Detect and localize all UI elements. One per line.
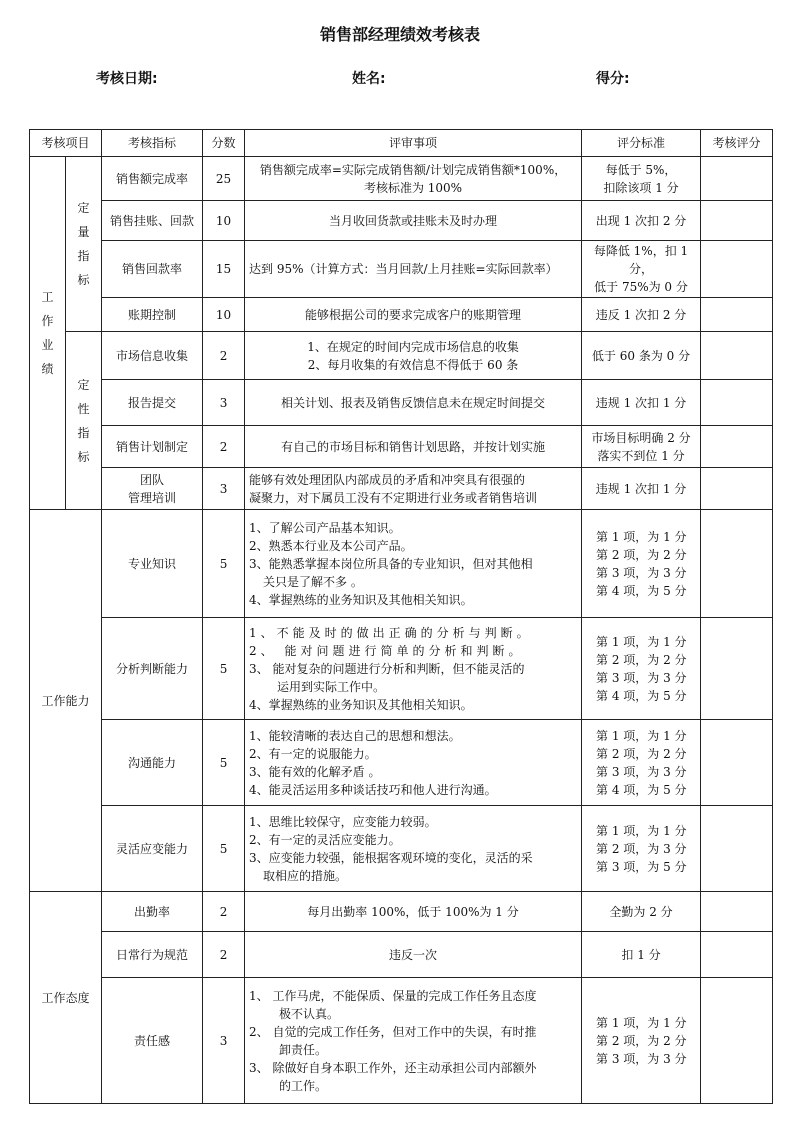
items-cell: 能够根据公司的要求完成客户的账期管理	[245, 298, 582, 332]
name-label: 姓名:	[352, 71, 386, 87]
table-row	[30, 978, 773, 1104]
items-cell: 1、能较清晰的表达自己的思想和想法。 2、有一定的说服能力。 3、能有效的化解矛盾 。 4、能灵活运用多种谈话技巧和他人进行沟通。	[245, 720, 582, 806]
table-row	[30, 157, 773, 201]
indicator-cell: 销售回款率	[102, 241, 203, 298]
score-cell: 2	[203, 426, 245, 468]
page-title: 销售部经理绩效考核表	[319, 25, 480, 44]
items-cell: 1、了解公司产品基本知识。 2、熟悉本行业及本公司产品。 3、能熟悉掌握本岗位所具备的专业知识，但对其他相 关只是了解不多 。 4、掌握熟练的业务知识及其他相关知识。	[245, 510, 582, 618]
table-row	[30, 720, 773, 806]
indicator-cell: 销售额完成率	[102, 157, 203, 201]
score-cell: 2	[203, 932, 245, 978]
standard-cell: 扣 1 分	[582, 932, 701, 978]
evaluation-cell[interactable]	[701, 806, 773, 892]
evaluation-cell[interactable]	[701, 201, 773, 241]
items-cell: 有自己的市场目标和销售计划思路，并按计划实施	[245, 426, 582, 468]
score-label: 得分:	[596, 71, 630, 87]
score-cell: 3	[203, 468, 245, 510]
date-label: 考核日期:	[96, 71, 158, 87]
table-row	[30, 332, 773, 380]
subcategory-qualitative: 定 性 指 标	[66, 332, 102, 510]
header-standard: 评分标准	[582, 130, 701, 157]
category-attitude: 工作态度	[30, 892, 102, 1104]
indicator-cell: 销售挂账、回款	[102, 201, 203, 241]
table-row	[30, 298, 773, 332]
indicator-cell: 责任感	[102, 978, 203, 1104]
standard-cell: 全勤为 2 分	[582, 892, 701, 932]
table-row	[30, 201, 773, 241]
indicator-cell: 账期控制	[102, 298, 203, 332]
standard-cell: 市场目标明确 2 分 落实不到位 1 分	[582, 426, 701, 468]
standard-cell: 低于 60 条为 0 分	[582, 332, 701, 380]
evaluation-cell[interactable]	[701, 426, 773, 468]
items-cell: 1、思维比较保守，应变能力较弱。 2、有一定的灵活应变能力。 3、应变能力较强，能根据客观环境的变化，灵活的采 取相应的措施。	[245, 806, 582, 892]
items-cell: 当月收回货款或挂账未及时办理	[245, 201, 582, 241]
score-cell: 15	[203, 241, 245, 298]
table-row	[30, 932, 773, 978]
items-cell: 每月出勤率 100%，低于 100%为 1 分	[245, 892, 582, 932]
table-header-row	[30, 130, 773, 157]
header-items: 评审事项	[245, 130, 582, 157]
items-cell: 相关计划、报表及销售反馈信息未在规定时间提交	[245, 380, 582, 426]
score-cell: 3	[203, 380, 245, 426]
indicator-cell: 灵活应变能力	[102, 806, 203, 892]
score-cell: 10	[203, 298, 245, 332]
evaluation-table	[29, 129, 773, 1104]
standard-cell: 违反 1 次扣 2 分	[582, 298, 701, 332]
indicator-cell: 销售计划制定	[102, 426, 203, 468]
table-row	[30, 892, 773, 932]
evaluation-cell[interactable]	[701, 332, 773, 380]
table-row	[30, 468, 773, 510]
evaluation-cell[interactable]	[701, 157, 773, 201]
indicator-cell: 市场信息收集	[102, 332, 203, 380]
evaluation-cell[interactable]	[701, 510, 773, 618]
score-cell: 5	[203, 618, 245, 720]
standard-cell: 第 1 项，为 1 分 第 2 项，为 2 分 第 3 项，为 3 分 第 4 项，为 5 分	[582, 618, 701, 720]
score-cell: 3	[203, 978, 245, 1104]
standard-cell: 每低于 5%， 扣除该项 1 分	[582, 157, 701, 201]
evaluation-cell[interactable]	[701, 978, 773, 1104]
indicator-cell: 团队 管理培训	[102, 468, 203, 510]
standard-cell: 每降低 1%，扣 1 分， 低于 75%为 0 分	[582, 241, 701, 298]
score-cell: 2	[203, 332, 245, 380]
evaluation-cell[interactable]	[701, 468, 773, 510]
evaluation-cell[interactable]	[701, 618, 773, 720]
table-row	[30, 426, 773, 468]
evaluation-cell[interactable]	[701, 932, 773, 978]
table-row	[30, 806, 773, 892]
items-cell: 达到 95%（计算方式：当月回款/上月挂账=实际回款率）	[245, 241, 582, 298]
indicator-cell: 日常行为规范	[102, 932, 203, 978]
standard-cell: 违规 1 次扣 1 分	[582, 468, 701, 510]
evaluation-cell[interactable]	[701, 380, 773, 426]
indicator-cell: 出勤率	[102, 892, 203, 932]
items-cell: 违反一次	[245, 932, 582, 978]
standard-cell: 第 1 项，为 1 分 第 2 项，为 2 分 第 3 项，为 3 分	[582, 978, 701, 1104]
evaluation-cell[interactable]	[701, 720, 773, 806]
category-ability: 工作能力	[30, 510, 102, 892]
table-row	[30, 241, 773, 298]
table-row	[30, 618, 773, 720]
subcategory-quantitative: 定 量 指 标	[66, 157, 102, 332]
evaluation-cell[interactable]	[701, 892, 773, 932]
indicator-cell: 沟通能力	[102, 720, 203, 806]
standard-cell: 第 1 项，为 1 分 第 2 项，为 3 分 第 3 项，为 5 分	[582, 806, 701, 892]
score-cell: 5	[203, 510, 245, 618]
score-cell: 2	[203, 892, 245, 932]
evaluation-cell[interactable]	[701, 298, 773, 332]
score-cell: 5	[203, 720, 245, 806]
table-row	[30, 380, 773, 426]
score-cell: 25	[203, 157, 245, 201]
score-cell: 5	[203, 806, 245, 892]
standard-cell: 违规 1 次扣 1 分	[582, 380, 701, 426]
indicator-cell: 分析判断能力	[102, 618, 203, 720]
indicator-cell: 报告提交	[102, 380, 203, 426]
indicator-cell: 专业知识	[102, 510, 203, 618]
header-indicator: 考核指标	[102, 130, 203, 157]
header-category: 考核项目	[30, 130, 102, 157]
header-score: 分数	[203, 130, 245, 157]
evaluation-cell[interactable]	[701, 241, 773, 298]
items-cell: 1、 工作马虎，不能保质、保量的完成工作任务且态度 极不认真。 2、 自觉的完成工作任务，但对工作中的失误，有时推 卸责任。 3、 除做好自身本职工作外，还主动承担公司内部额外 的工作。	[245, 978, 582, 1104]
category-performance: 工 作 业 绩	[30, 157, 66, 510]
score-cell: 10	[203, 201, 245, 241]
items-cell: 1、不能及时的做出正确的分析与判断。 2、 能对问题进行简单的分析和判断。 3、 能对复杂的问题进行分析和判断，但不能灵活的 运用到实际工作中。 4、掌握熟练的业务知识及其他相关知识。	[245, 618, 582, 720]
items-cell: 1、在规定的时间内完成市场信息的收集 2、每月收集的有效信息不得低于 60 条	[245, 332, 582, 380]
header-evaluation: 考核评分	[701, 130, 773, 157]
standard-cell: 出现 1 次扣 2 分	[582, 201, 701, 241]
standard-cell: 第 1 项，为 1 分 第 2 项，为 2 分 第 3 项，为 3 分 第 4 项，为 5 分	[582, 720, 701, 806]
items-cell: 销售额完成率=实际完成销售额/计划完成销售额*100%， 考核标准为 100%	[245, 157, 582, 201]
items-cell: 能够有效处理团队内部成员的矛盾和冲突具有很强的 凝聚力，对下属员工没有不定期进行业务或者销售培训	[245, 468, 582, 510]
standard-cell: 第 1 项，为 1 分 第 2 项，为 2 分 第 3 项，为 3 分 第 4 项，为 5 分	[582, 510, 701, 618]
table-row	[30, 510, 773, 618]
